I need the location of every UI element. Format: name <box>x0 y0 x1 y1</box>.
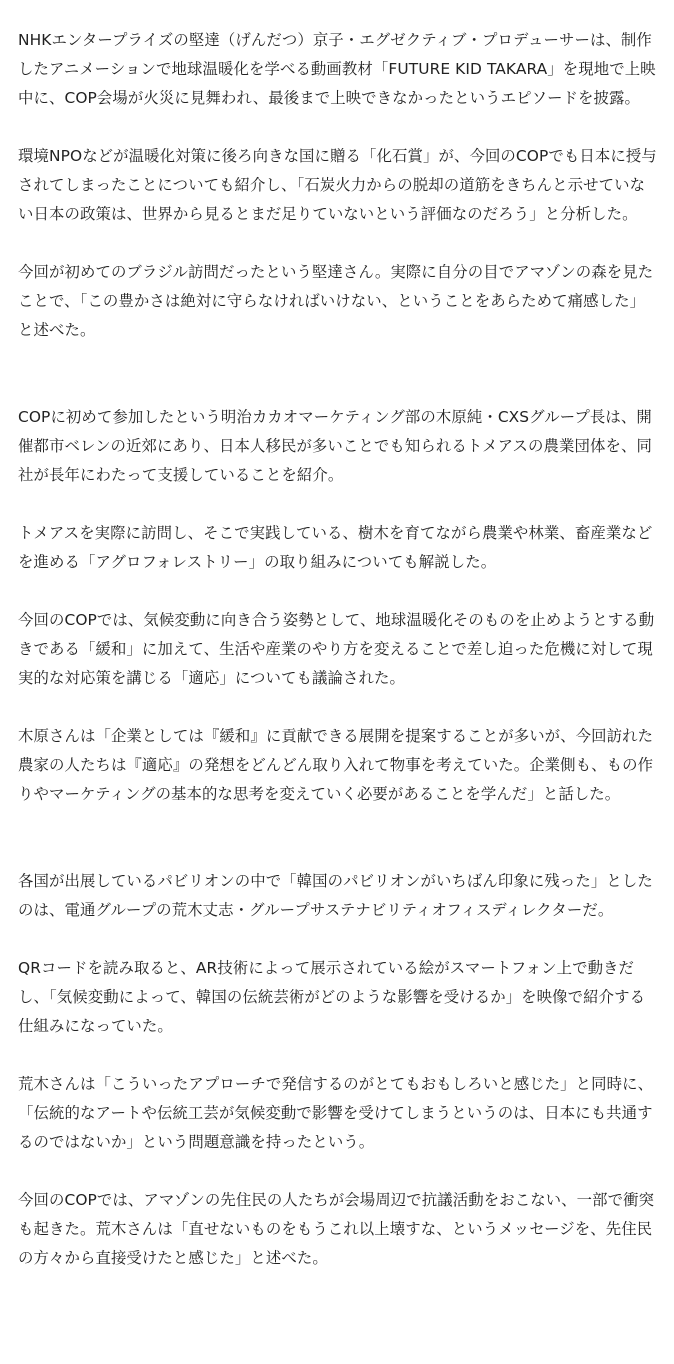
paragraph-meiji-tomeacu: COPに初めて参加したという明治カカオマーケティング部の木原純・CXSグループ長は、開催都市ベレンの近郊にあり、日本人移民が多いことでも知られるトメアスの農業団体を、同社が長年にわたって支援していることを紹介。 <box>18 408 652 484</box>
paragraph-kihara-comment: 木原さんは「企業としては『緩和』に貢献できる展開を提案することが多いが、今回訪れた農家の人たちは『適応』の発想をどんどん取り入れて物事を考えていた。企業側も、もの作りやマーケティングの基本的な思考を変えていく必要があることを学んだ」と話した。 <box>18 727 654 803</box>
paragraph-fire-episode: NHKエンタープライズの堅達（げんだつ）京子・エグゼクティブ・プロデューサーは、制作したアニメーションで地球温暖化を学べる動画教材「FUTURE KID TAKARA」を現地で上映中に、COP会場が火災に見舞われ、最後まで上映できなかったというエピソードを披露。 <box>18 31 656 107</box>
paragraph-indigenous-protest: 今回のCOPでは、アマゾンの先住民の人たちが会場周辺で抗議活動をおこない、一部で衝突も起きた。荒木さんは「直せないものをもうこれ以上壊すな、というメッセージを、先住民の方々から直接受けたと感じた」と述べた。 <box>18 1191 655 1267</box>
paragraph-korea-pavilion: 各国が出展しているパビリオンの中で「韓国のパビリオンがいちばん印象に残った」としたのは、電通グループの荒木丈志・グループサステナビリティオフィスディレクターだ。 <box>18 872 653 919</box>
paragraph-agroforestry: トメアスを実際に訪問し、そこで実践している、樹木を育てながら農業や林業、畜産業などを進める「アグロフォレストリー」の取り組みについても解説した。 <box>18 524 653 571</box>
paragraph-amazon-visit: 今回が初めてのブラジル訪問だったという堅達さん。実際に自分の目でアマゾンの森を見たことで、「この豊かさは絶対に守らなければいけない、ということをあらためて痛感した」と述べた。 <box>18 263 654 339</box>
paragraph-mitigation-adaptation: 今回のCOPでは、気候変動に向き合う姿勢として、地球温暖化そのものを止めようとする動きである「緩和」に加えて、生活や産業のやり方を変えることで差し迫った危機に対して現実的な対応策を講じる「適応」についても議論された。 <box>18 611 655 687</box>
paragraph-qr-ar: QRコードを読み取ると、AR技術によって展示されている絵がスマートフォン上で動きだし、「気候変動によって、韓国の伝統芸術がどのような影響を受けるか」を映像で紹介する仕組みになっていた。 <box>18 959 646 1035</box>
paragraph-araki-comment: 荒木さんは「こういったアプローチで発信するのがとてもおもしろいと感じた」と同時に、「伝統的なアートや伝統工芸が気候変動で影響を受けてしまうというのは、日本にも共通するのではないか」という問題意識を持ったという。 <box>18 1075 654 1151</box>
paragraph-fossil-award: 環境NPOなどが温暖化対策に後ろ向きな国に贈る「化石賞」が、今回のCOPでも日本に授与されてしまったことについても紹介し、「石炭火力からの脱却の道筋をきちんと示せていない日本の政策は、世界から見るとまだ足りていないという評価なのだろう」と分析した。 <box>18 147 657 223</box>
